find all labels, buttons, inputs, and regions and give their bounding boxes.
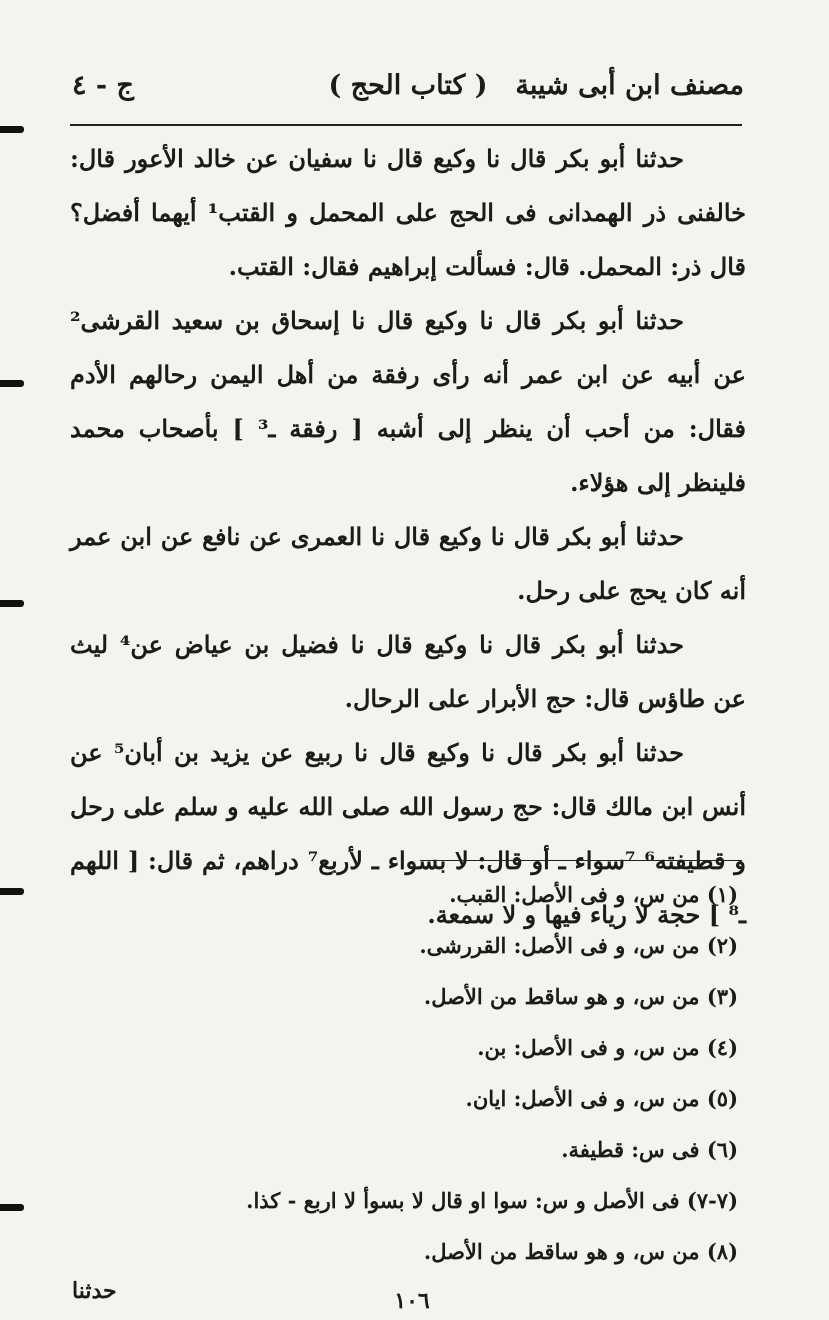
hadith-paragraph: حدثنا أبو بكر قال نا وكيع قال نا فضيل بن عياض عن⁴ ليث عن طاؤس قال: حج الأبرار على الرحال.: [70, 630, 746, 713]
footnote: (٧-٧) فى الأصل و س: سوا او قال لا بسوأ لا اربع - كذا.: [246, 1188, 738, 1213]
footnote-rule: [420, 860, 742, 861]
hadith-paragraph: حدثنا أبو بكر قال نا وكيع قال نا سفيان عن خالد الأعور قال: خالفنى ذر الهمدانى فى الحج على المحمل و القتب¹ أيهما أفضل؟ قال ذر: المحمل. قال: فسألت إبراهيم فقال: القتب.: [70, 144, 746, 281]
footnote: (٥) من س، و فى الأصل: ايان.: [465, 1086, 738, 1111]
chapter-title: ( كتاب الحج ): [328, 70, 488, 101]
binding-mark: [0, 1204, 24, 1211]
footnote: (٢) من س، و فى الأصل: القررشى.: [419, 933, 738, 958]
hadith-paragraph: حدثنا أبو بكر قال نا وكيع قال نا إسحاق بن سعيد القرشى² عن أبيه عن ابن عمر أنه رأى رفقة من أهل اليمن رحالهم الأدم فقال: من أحب أن ينظر إلى أشبه [ رفقة ـ³ ] بأصحاب محمد فلينظر إلى هؤلاء.: [70, 306, 746, 497]
footnote: (١) من س، و فى الأصل: القبب.: [449, 882, 738, 907]
running-header: [72, 70, 744, 114]
footnote: (٤) من س، و فى الأصل: بن.: [477, 1035, 738, 1060]
footnotes: [160, 872, 738, 1280]
hadith-paragraph: حدثنا أبو بكر قال نا وكيع قال نا ربيع عن يزيد بن أبان⁵ عن أنس ابن مالك قال: حج رسول الله صلى الله عليه و سلم على رحل و قطيفته⁶ ⁷سواء ـ أو قال: لا بسواء ـ لأربع⁷ دراهم، ثم قال: [ اللهم ـ⁸ ] حجة لا رياء فيها و لا سمعة.: [70, 738, 746, 929]
volume-label: ج - ٤: [72, 70, 134, 101]
page-number: ١٠٦: [394, 1288, 430, 1314]
book-title: مصنف ابن أبى شيبة: [515, 70, 744, 101]
binding-mark: [0, 600, 24, 607]
footnote: (٨) من س، و هو ساقط من الأصل.: [423, 1239, 738, 1264]
binding-mark: [0, 888, 24, 895]
footnote: (٦) فى س: قطيفة.: [561, 1137, 738, 1162]
catchword: حدثنا: [72, 1278, 117, 1304]
footnote: (٣) من س، و هو ساقط من الأصل.: [423, 984, 738, 1009]
binding-mark: [0, 380, 24, 387]
main-text: [70, 132, 746, 942]
binding-mark: [0, 126, 24, 133]
hadith-paragraph: حدثنا أبو بكر قال نا وكيع قال نا العمرى عن نافع عن ابن عمر أنه كان يحج على رحل.: [70, 522, 746, 605]
header-rule: [70, 124, 742, 126]
